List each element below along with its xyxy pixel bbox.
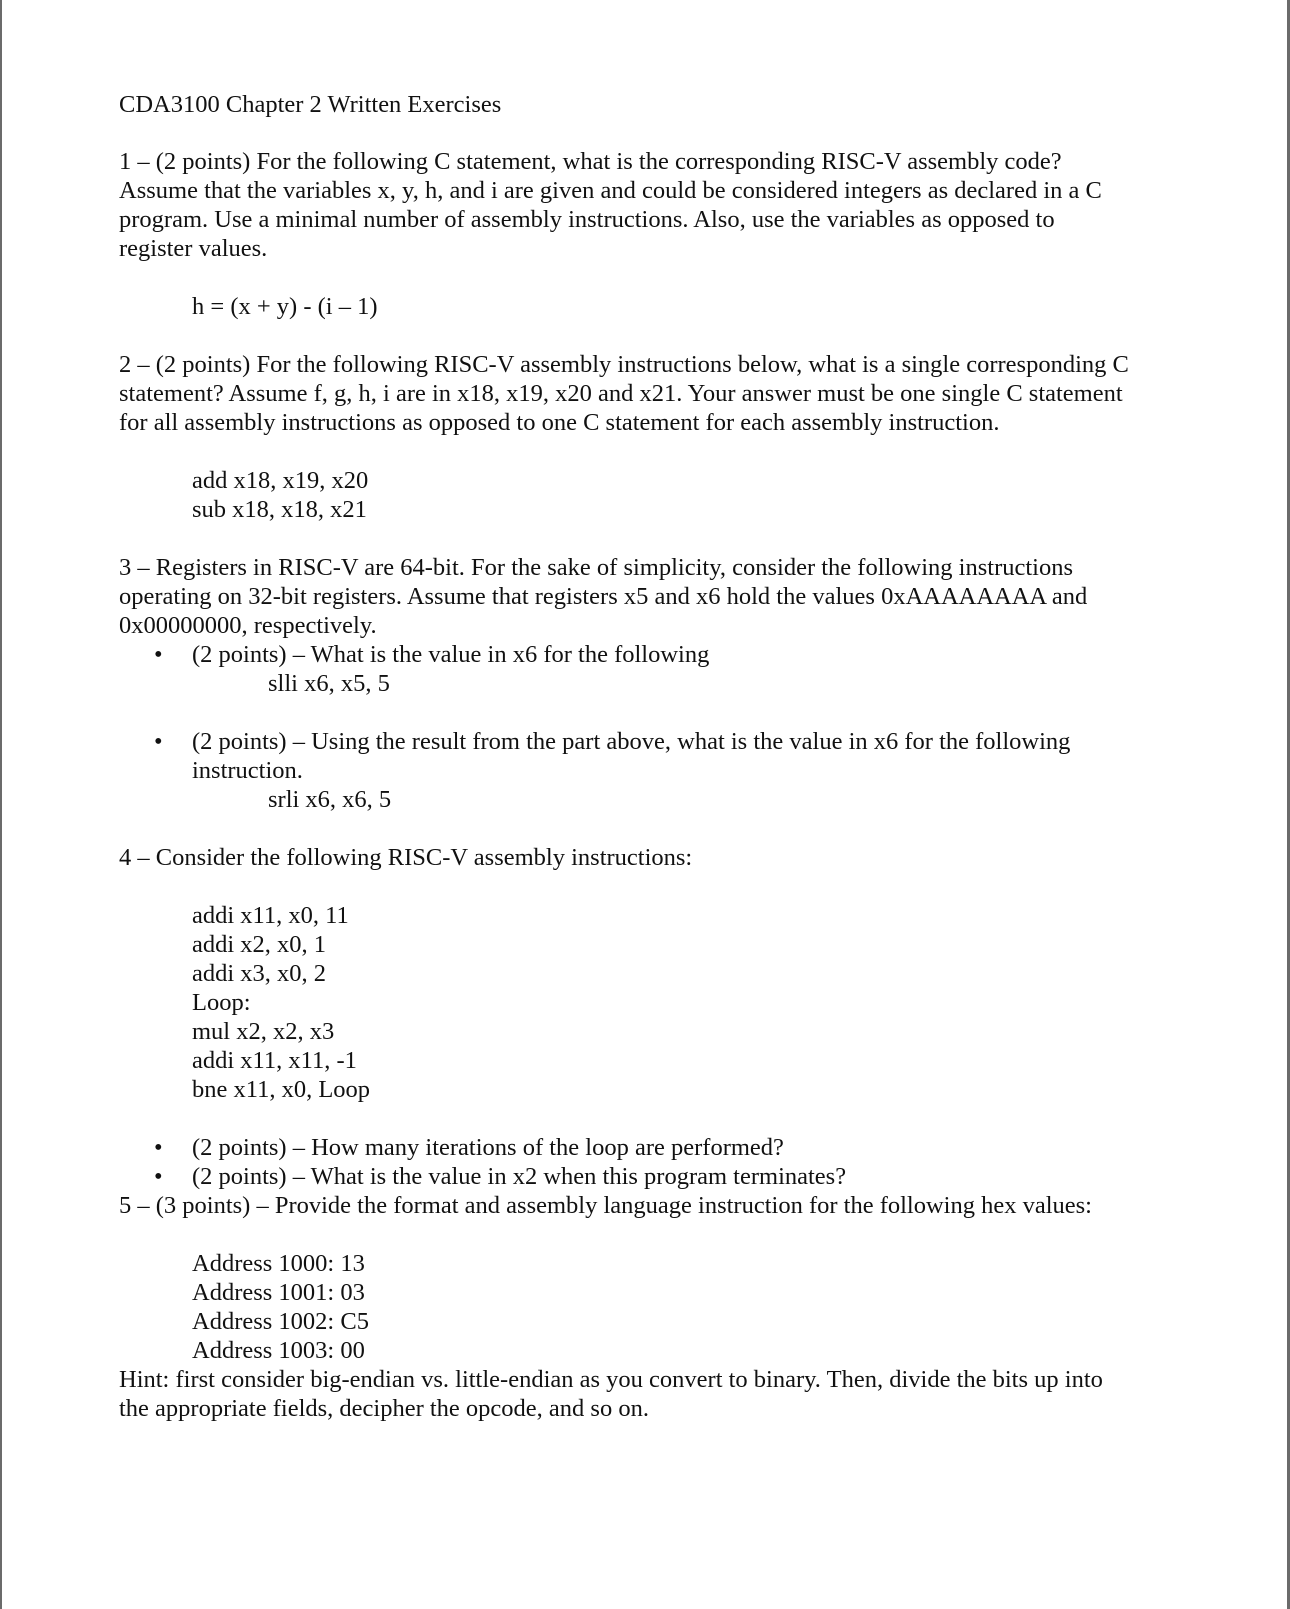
q4-code-line: addi x2, x0, 1 (192, 931, 327, 958)
bullet-point: • (154, 641, 163, 668)
q5-heading: 5 – (3 points) – Provide the format and assembly language instruction for the following hex values: (119, 1192, 1092, 1219)
q5-hint (119, 1365, 1199, 1423)
q2-line: for all assembly instructions as opposed to one C statement for each assembly instruction. (119, 409, 1000, 436)
q3-part-a-code: slli x6, x5, 5 (268, 670, 390, 697)
q4-code-line: addi x11, x0, 11 (192, 902, 349, 929)
bullet-point: • (154, 1163, 163, 1190)
q3-part-b-line: (2 points) – Using the result from the part above, what is the value in x6 for the following (192, 728, 1071, 755)
q5-hint-line: the appropriate fields, decipher the opcode, and so on. (119, 1395, 649, 1422)
q3-part-a (119, 640, 1199, 669)
q4-code-line: addi x3, x0, 2 (192, 960, 327, 987)
document-page (119, 90, 1199, 1423)
document-title: CDA3100 Chapter 2 Written Exercises (119, 91, 502, 118)
q4-bullet-text: (2 points) – How many iterations of the loop are performed? (192, 1134, 784, 1161)
q3-line: 0x00000000, respectively. (119, 612, 377, 639)
list-item (119, 640, 1199, 669)
q2-line: statement? Assume f, g, h, i are in x18, x19, x20 and x21. Your answer must be one single C statement (119, 380, 1123, 407)
q5-hint-line: Hint: first consider big-endian vs. little-endian as you convert to binary. Then, divide the bits up into (119, 1366, 1103, 1393)
q1-line: register values. (119, 235, 268, 262)
q4-code-line: bne x11, x0, Loop (192, 1076, 371, 1103)
list-item (119, 727, 1199, 785)
q5-address-line: Address 1001: 03 (192, 1279, 365, 1306)
q3-part-b-line: instruction. (192, 757, 303, 784)
q3-part-a-text: (2 points) – What is the value in x6 for the following (192, 641, 710, 668)
q3-line: 3 – Registers in RISC-V are 64-bit. For the sake of simplicity, consider the following instructions (119, 554, 1074, 581)
q2-code (119, 466, 1199, 524)
q3-part-b-code: srli x6, x6, 5 (268, 786, 392, 813)
q1-line: Assume that the variables x, y, h, and i are given and could be considered integers as declared in a C (119, 177, 1102, 204)
q3-part-b (119, 727, 1199, 785)
q5-address-line: Address 1003: 00 (192, 1337, 365, 1364)
q4-code-line: addi x11, x11, -1 (192, 1047, 357, 1074)
q3-line: operating on 32-bit registers. Assume that registers x5 and x6 hold the values 0xAAAAAAAA and (119, 583, 1088, 610)
q5-address-line: Address 1000: 13 (192, 1250, 365, 1277)
q1-line: 1 – (2 points) For the following C statement, what is the corresponding RISC-V assembly code? (119, 148, 1062, 175)
q4-code (119, 901, 1199, 1104)
q2-code-line: add x18, x19, x20 (192, 467, 369, 494)
q5-address-line: Address 1002: C5 (192, 1308, 369, 1335)
question-1 (119, 147, 1199, 263)
list-item (119, 1133, 1199, 1162)
q4-heading: 4 – Consider the following RISC-V assembly instructions: (119, 844, 693, 871)
q1-line: program. Use a minimal number of assembly instructions. Also, use the variables as opposed to (119, 206, 1055, 233)
q4-code-line: mul x2, x2, x3 (192, 1018, 335, 1045)
bullet-point: • (154, 728, 163, 755)
bullet-point: • (154, 1134, 163, 1161)
page-border-left (0, 0, 2, 1609)
q2-code-line: sub x18, x18, x21 (192, 496, 367, 523)
q1-expression: h = (x + y) - (i – 1) (192, 293, 378, 320)
q5-addresses (119, 1249, 1199, 1365)
q2-line: 2 – (2 points) For the following RISC-V assembly instructions below, what is a single corresponding C (119, 351, 1129, 378)
q4-code-line: Loop: (192, 989, 251, 1016)
q4-bullet-text: (2 points) – What is the value in x2 when this program terminates? (192, 1163, 847, 1190)
question-3 (119, 553, 1199, 640)
q4-bullets (119, 1133, 1199, 1191)
question-2 (119, 350, 1199, 437)
list-item (119, 1162, 1199, 1191)
